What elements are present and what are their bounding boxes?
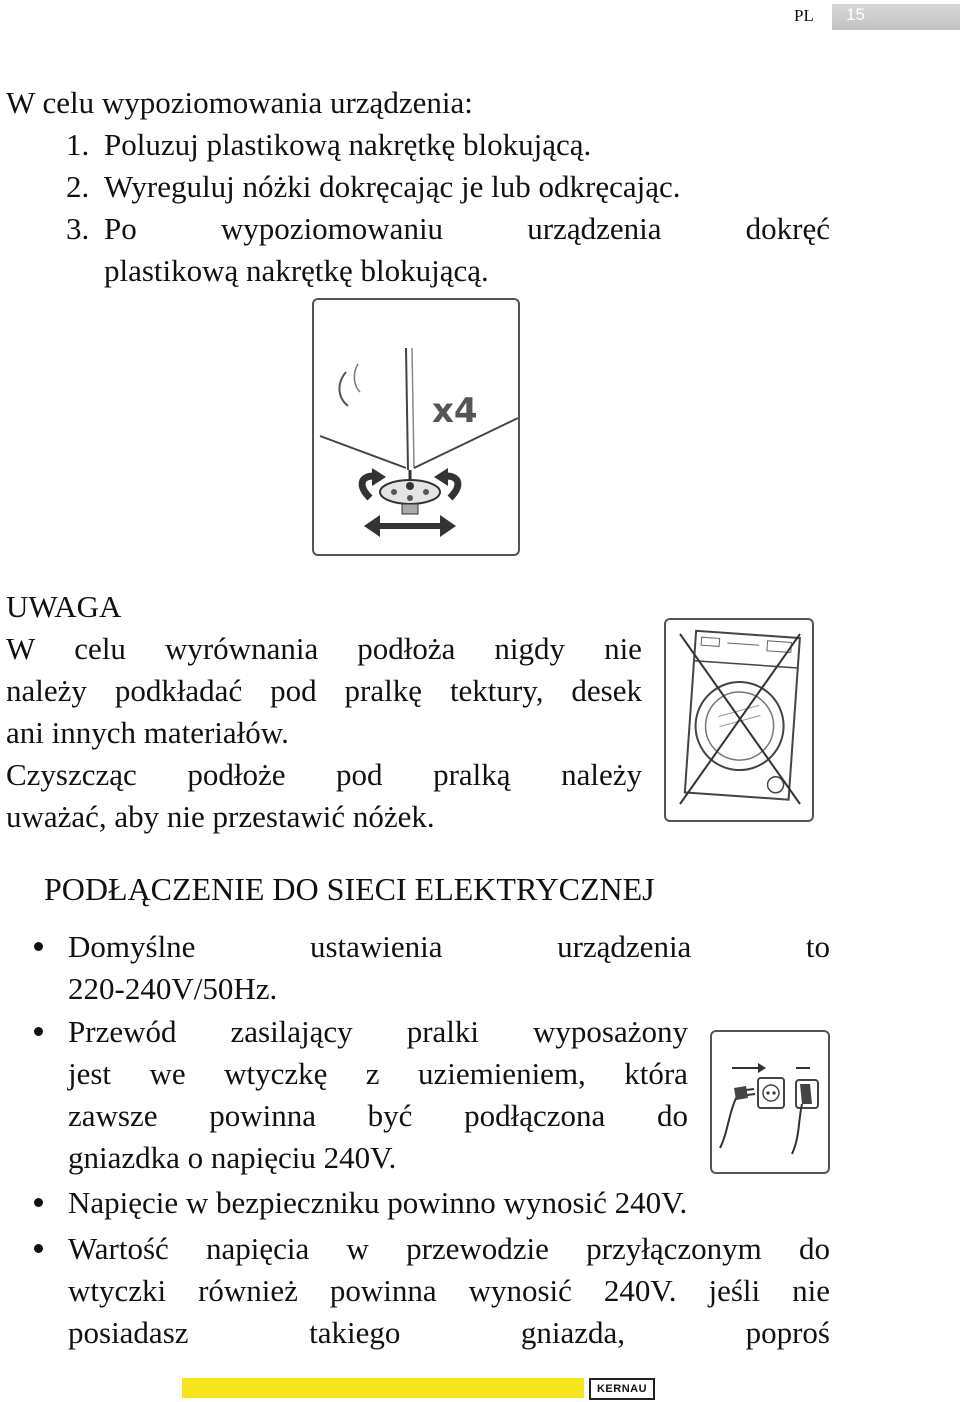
warning-line-2	[6, 670, 642, 712]
word: wyrównania	[164, 631, 319, 666]
step-1-text: Poluzuj plastikową nakrętkę blokującą.	[104, 127, 592, 162]
no-shims-figure	[664, 618, 814, 822]
washing-machine-foot-illustration	[314, 300, 518, 554]
word: celu	[74, 631, 126, 666]
leveling-feet-figure	[312, 298, 520, 556]
word: nigdy	[494, 631, 566, 666]
word: wypoziomowaniu	[220, 211, 444, 246]
word: pod	[270, 673, 317, 708]
word: napięcia	[206, 1231, 310, 1266]
warning-line-3: ani innych materiałów.	[6, 715, 289, 750]
word: desek	[571, 673, 642, 708]
bullet-2-line-1	[68, 1011, 688, 1053]
word: Po	[104, 211, 137, 246]
word: Domyślne	[68, 929, 196, 964]
electric-heading: PODŁĄCZENIE DO SIECI ELEKTRYCZNEJ	[44, 871, 655, 907]
word: urządzenia	[527, 211, 662, 246]
crossed-washing-machine-illustration	[666, 620, 812, 820]
bullet-4-icon	[34, 1244, 43, 1253]
word: ustawienia	[309, 929, 443, 964]
word: dokręć	[745, 211, 830, 246]
word: posiadasz	[68, 1315, 189, 1350]
word: to	[805, 929, 830, 964]
word: Wartość	[68, 1231, 169, 1266]
warning-line-1	[6, 628, 642, 670]
word: przyłączonym	[586, 1231, 762, 1266]
bullet-2-line-3	[68, 1095, 688, 1137]
word: jeśli	[708, 1273, 761, 1308]
word: poproś	[745, 1315, 830, 1350]
word: podłoże	[187, 757, 286, 792]
word: wtyczkę	[224, 1056, 328, 1091]
word: powinna	[329, 1273, 437, 1308]
word: pralkę	[344, 673, 423, 708]
word: w	[346, 1231, 369, 1266]
page-number: 15	[846, 5, 865, 24]
word: wtyczki	[68, 1273, 167, 1308]
word: pralki	[406, 1014, 479, 1049]
grounded-plug-illustration	[712, 1032, 828, 1172]
word: W	[6, 631, 36, 666]
brand-logo: KERNAU	[589, 1378, 655, 1400]
bullet-3-icon	[34, 1198, 43, 1207]
footer-accent-bar	[182, 1378, 584, 1398]
word: przewodzie	[406, 1231, 549, 1266]
word: podkładać	[114, 673, 243, 708]
word: powinna	[209, 1098, 316, 1133]
word: we	[149, 1056, 186, 1091]
word: zasilający	[230, 1014, 353, 1049]
bullet-2-line-4: gniazdka o napięciu 240V.	[68, 1140, 397, 1175]
bullet-1-line-2: 220-240V/50Hz.	[68, 971, 278, 1006]
bullet-1-line-1	[68, 926, 830, 968]
word: pralką	[433, 757, 511, 792]
word: nie	[604, 631, 642, 666]
warning-line-4	[6, 754, 642, 796]
step-2-text: Wyreguluj nóżki dokręcając je lub odkręcając.	[104, 169, 681, 204]
word: wynosić	[468, 1273, 572, 1308]
bullet-4-line-2	[68, 1270, 830, 1312]
word: która	[624, 1056, 688, 1091]
word: zawsze	[68, 1098, 158, 1133]
bullet-3-text: Napięcie w bezpieczniku powinno wynosić 240V.	[68, 1185, 688, 1220]
word: również	[198, 1273, 298, 1308]
word: należy	[6, 673, 87, 708]
warning-line-5: uważać, aby nie przestawić nóżek.	[6, 799, 435, 834]
quantity-label: x4	[432, 391, 478, 431]
word: jest	[68, 1056, 112, 1091]
step-3-continuation: plastikową nakrętkę blokującą.	[104, 253, 489, 288]
word: wyposażony	[533, 1014, 688, 1049]
bullet-1-icon	[34, 942, 43, 951]
word: być	[367, 1098, 413, 1133]
word: tektury,	[449, 673, 544, 708]
step-1-number: 1.	[66, 127, 90, 162]
word: nie	[792, 1273, 830, 1308]
word: gniazda,	[520, 1315, 626, 1350]
word: uziemieniem,	[417, 1056, 586, 1091]
word: Przewód	[68, 1014, 177, 1049]
step-2-number: 2.	[66, 169, 90, 204]
word: pod	[336, 757, 383, 792]
bullet-2-icon	[34, 1027, 43, 1036]
language-code: PL	[794, 6, 814, 25]
word: urządzenia	[557, 929, 692, 964]
warning-title: UWAGA	[6, 589, 122, 624]
plug-socket-figure	[710, 1030, 830, 1174]
word: podłoża	[357, 631, 456, 666]
word: do	[657, 1098, 688, 1133]
word: 240V.	[603, 1273, 677, 1308]
bullet-2-line-2	[68, 1053, 688, 1095]
word: Czyszcząc	[6, 757, 137, 792]
word: należy	[561, 757, 642, 792]
word: podłączona	[464, 1098, 606, 1133]
word: do	[798, 1231, 830, 1266]
word: z	[365, 1056, 380, 1091]
bullet-4-line-1	[68, 1228, 830, 1270]
word: takiego	[309, 1315, 401, 1350]
leveling-intro: W celu wypoziomowania urządzenia:	[6, 85, 473, 120]
bullet-4-line-3	[68, 1312, 830, 1354]
step-3-text	[104, 208, 830, 250]
step-3-number: 3.	[66, 211, 90, 246]
